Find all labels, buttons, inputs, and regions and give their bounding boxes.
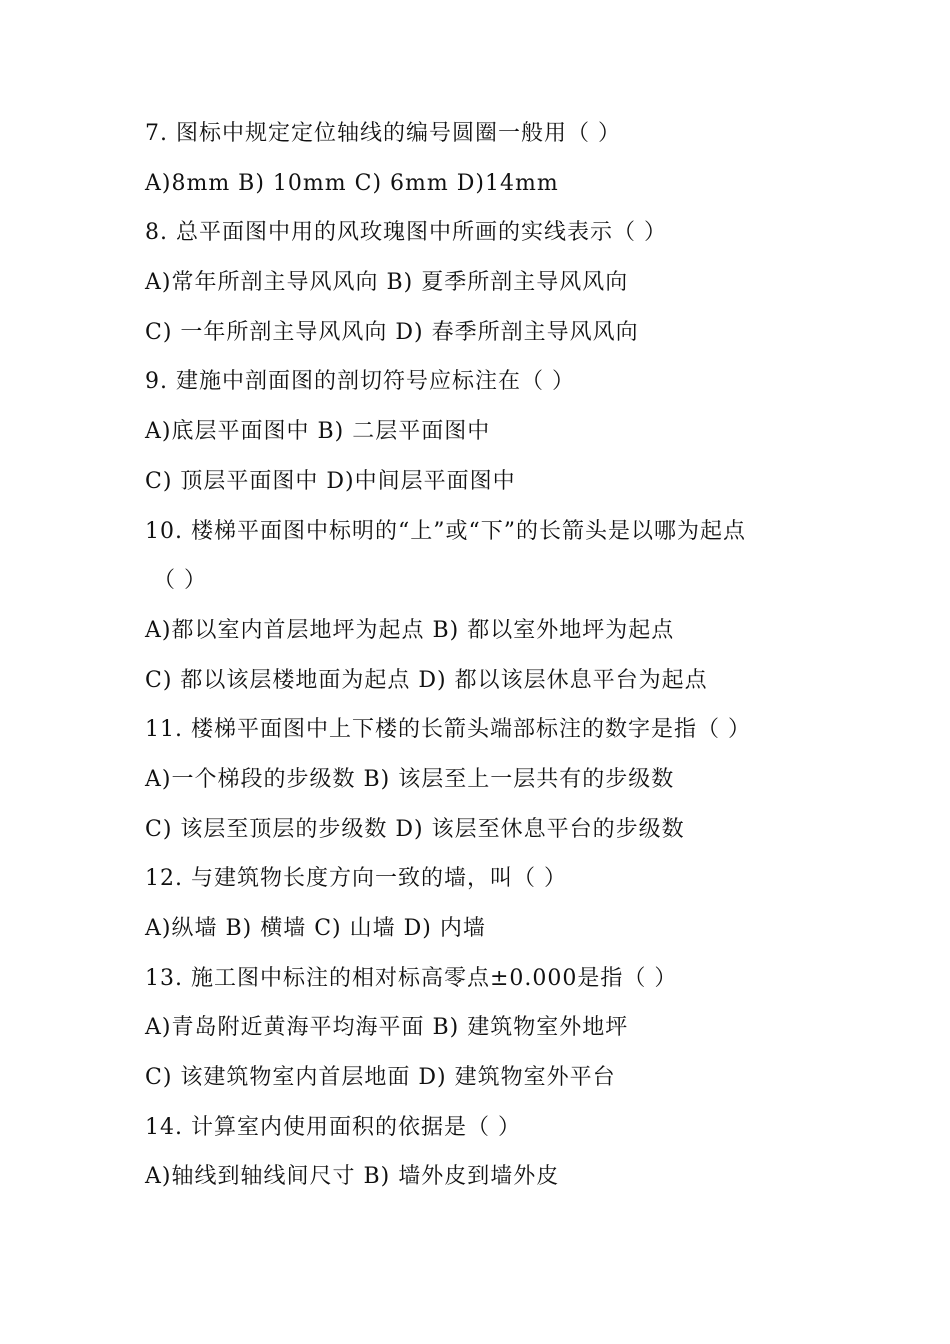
question-14: 14. 计算室内使用面积的依据是（ ）: [145, 1114, 521, 1140]
question-9-options-cd: C) 顶层平面图中 D)中间层平面图中: [145, 468, 516, 494]
question-9-options-ab: A)底层平面图中 B) 二层平面图中: [145, 419, 491, 445]
question-11-options-cd: C) 该层至顶层的步级数 D) 该层至休息平台的步级数: [145, 816, 685, 842]
question-8: 8. 总平面图中用的风玫瑰图中所画的实线表示（ ）: [145, 220, 667, 246]
question-list: [145, 114, 845, 1207]
question-7: 7. 图标中规定定位轴线的编号圆圈一般用（ ）: [145, 121, 621, 146]
question-10: 10. 楼梯平面图中标明的“上”或“下”的长箭头是以哪为起点: [145, 518, 746, 544]
question-7-options: A)8mm B) 10mm C) 6mm D)14mm: [145, 170, 559, 196]
question-8-options-ab: A)常年所剖主导风风向 B) 夏季所剖主导风风向: [145, 270, 629, 296]
question-14-options-ab: A)轴线到轴线间尺寸 B) 墙外皮到墙外皮: [145, 1164, 560, 1190]
question-13: 13. 施工图中标注的相对标高零点±0.000是指（ ）: [145, 965, 678, 991]
question-11-options-ab: A)一个梯段的步级数 B) 该层至上一层共有的步级数: [145, 766, 675, 792]
question-13-options-cd: C) 该建筑物室内首层地面 D) 建筑物室外平台: [145, 1065, 616, 1091]
question-12: 12. 与建筑物长度方向一致的墙，叫（ ）: [145, 866, 567, 892]
question-13-options-ab: A)青岛附近黄海平均海平面 B) 建筑物室外地坪: [145, 1015, 629, 1041]
question-12-options: A)纵墙 B) 横墙 C) 山墙 D) 内墙: [145, 916, 486, 941]
question-10-options-ab: A)都以室内首层地坪为起点 B) 都以室外地坪为起点: [145, 617, 675, 643]
question-11: 11. 楼梯平面图中上下楼的长箭头端部标注的数字是指（ ）: [145, 717, 751, 743]
question-9: 9. 建施中剖面图的剖切符号应标注在（ ）: [145, 369, 575, 395]
question-10-blank: （ ）: [153, 568, 207, 594]
question-10-options-cd: C) 都以该层楼地面为起点 D) 都以该层休息平台为起点: [145, 667, 708, 693]
question-8-options-cd: C) 一年所剖主导风风向 D) 春季所剖主导风风向: [145, 319, 639, 345]
